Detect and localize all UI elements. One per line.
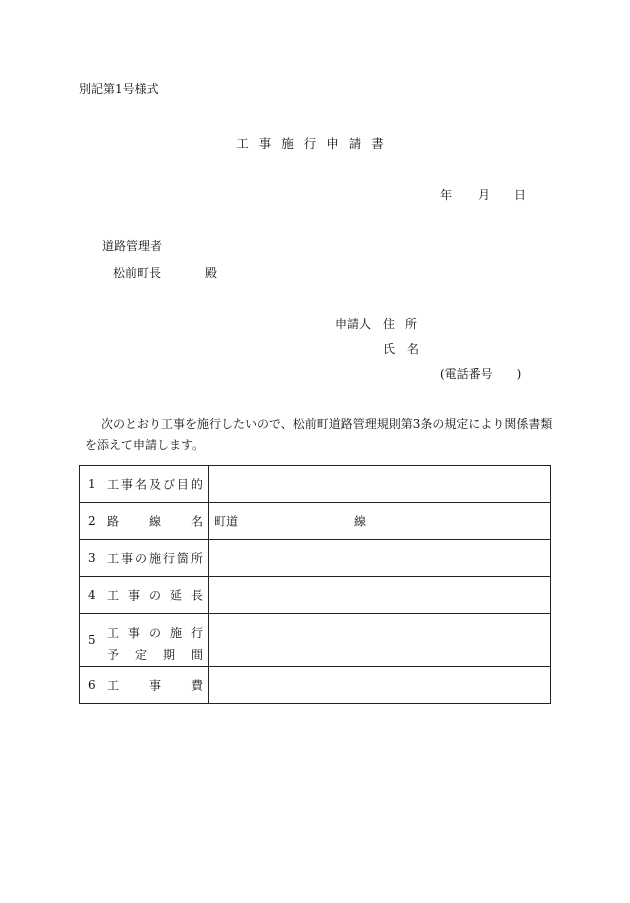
label-char: 工: [107, 678, 120, 693]
date-line: [440, 186, 526, 203]
label-char: 定: [134, 648, 147, 662]
label-char: 名: [134, 477, 147, 492]
body-text: 次のとおり工事を施行したいので、松前町道路管理規則第3条の規定により関係書類を添えて申請します。: [85, 417, 553, 452]
label-char: 工: [107, 551, 120, 566]
applicant-label: 申請人: [335, 317, 372, 331]
label-char: 行: [162, 551, 175, 566]
date-year: 年: [440, 188, 453, 202]
label-char: 的: [190, 477, 203, 492]
label-char: 間: [190, 648, 203, 662]
label-char: 費: [190, 678, 203, 693]
row-label: [80, 503, 209, 540]
row-number: 6: [88, 678, 96, 692]
label-char: 期: [162, 648, 175, 662]
label-char: 事: [127, 588, 140, 603]
label-work-cost: [107, 677, 203, 694]
value-work-name-purpose[interactable]: [209, 466, 551, 503]
table-row: [80, 667, 551, 704]
label-char: び: [162, 477, 175, 492]
form-number: 別記第1号様式: [79, 82, 159, 96]
row-number: 2: [88, 514, 96, 528]
addressee-title: 道路管理者: [102, 239, 163, 253]
row-label: [80, 577, 209, 614]
application-table: [79, 465, 551, 704]
table-row: [80, 540, 551, 577]
label-char: 延: [169, 588, 182, 603]
label-char: 事: [127, 626, 140, 640]
applicant-name-label: 氏名: [383, 342, 432, 356]
row-number: 1: [88, 477, 96, 491]
value-work-length[interactable]: [209, 577, 551, 614]
row-number: 4: [88, 588, 96, 602]
route-suffix: 線: [354, 514, 367, 529]
label-char: 予: [107, 648, 120, 662]
value-work-period[interactable]: [209, 614, 551, 667]
label-work-period-line2: [107, 646, 203, 663]
addressee-mayor: 松前町長: [113, 266, 162, 280]
label-char: 目: [176, 477, 189, 492]
label-route-name: [107, 513, 203, 530]
label-char: の: [148, 626, 161, 640]
applicant-tel-label: (電話番号 ): [440, 367, 522, 381]
label-char: 路: [107, 514, 120, 529]
table-row: [80, 614, 551, 667]
date-month: 月: [478, 188, 491, 202]
label-work-location: [107, 550, 203, 567]
label-char: 工: [107, 477, 120, 492]
table-row: [80, 503, 551, 540]
value-route-name[interactable]: [209, 503, 551, 540]
value-work-location[interactable]: [209, 540, 551, 577]
label-work-name-purpose: [107, 476, 203, 493]
row-label: [80, 667, 209, 704]
label-char: 名: [190, 514, 203, 529]
route-prefix: 町道: [214, 514, 239, 529]
label-char: 箇: [176, 551, 189, 566]
row-number: 5: [88, 633, 96, 647]
label-char: 所: [190, 551, 203, 566]
label-char: 行: [190, 626, 203, 640]
label-char: 事: [120, 477, 133, 492]
addressee-honorific: 殿: [205, 266, 218, 280]
applicant-address-label: 住所: [383, 317, 428, 331]
label-char: の: [134, 551, 147, 566]
label-char: 及: [148, 477, 161, 492]
value-work-cost[interactable]: [209, 667, 551, 704]
table-row: [80, 577, 551, 614]
table-row: [80, 466, 551, 503]
addressee-name: [113, 264, 217, 281]
label-work-period-line1: [107, 624, 203, 641]
document-title: 工事施行申請書: [236, 136, 394, 151]
label-char: の: [148, 588, 161, 603]
row-label: [80, 540, 209, 577]
label-char: 事: [148, 678, 161, 693]
row-label: [80, 614, 209, 667]
label-char: 事: [120, 551, 133, 566]
label-char: 長: [190, 588, 203, 603]
label-char: 施: [148, 551, 161, 566]
label-char: 工: [107, 626, 120, 640]
label-char: 施: [169, 626, 182, 640]
row-number: 3: [88, 551, 96, 565]
row-label: [80, 466, 209, 503]
label-char: 線: [148, 514, 161, 529]
applicant-address-line: [335, 315, 427, 332]
label-char: 工: [107, 588, 120, 603]
date-day: 日: [514, 188, 527, 202]
label-work-length: [107, 587, 203, 604]
